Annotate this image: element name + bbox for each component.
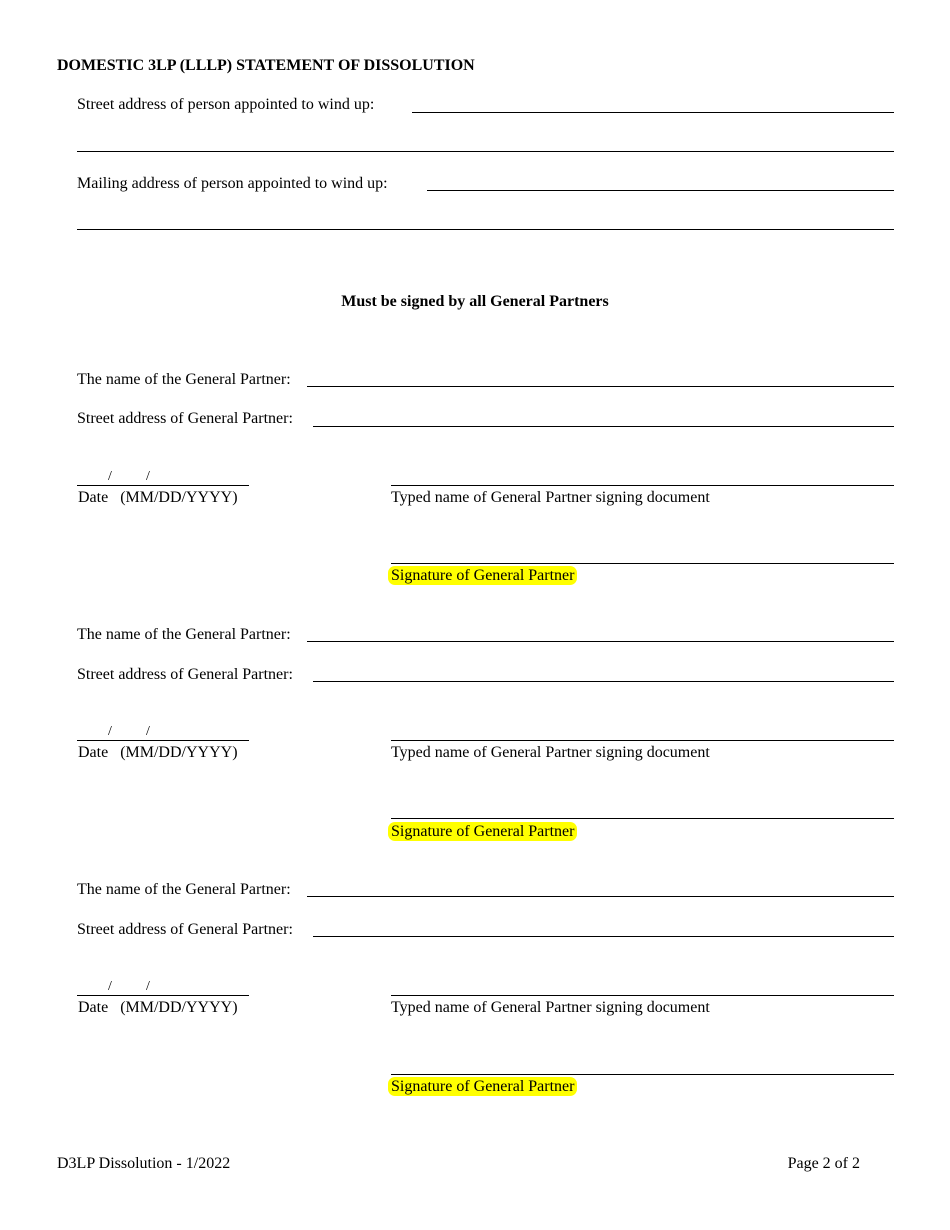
typed-name-label: Typed name of General Partner signing document (391, 999, 710, 1016)
date-label: Date (MM/DD/YYYY) (78, 999, 238, 1016)
typed-name-field[interactable] (391, 995, 894, 996)
partner-street-label: Street address of General Partner: (77, 410, 293, 427)
date-field[interactable] (77, 995, 249, 996)
partner-name-field[interactable] (307, 386, 894, 387)
street-address-winding-field[interactable] (412, 112, 894, 113)
typed-name-field[interactable] (391, 485, 894, 486)
partner-name-field[interactable] (307, 641, 894, 642)
date-slash: / (146, 724, 150, 739)
partner-name-field[interactable] (307, 896, 894, 897)
date-field[interactable] (77, 740, 249, 741)
partner-street-label: Street address of General Partner: (77, 666, 293, 683)
mailing-address-winding-label: Mailing address of person appointed to wind up: (77, 175, 388, 192)
date-slash: / (108, 469, 112, 484)
partner-street-field[interactable] (313, 681, 894, 682)
signature-requirement-heading: Must be signed by all General Partners (341, 293, 609, 310)
footer-page-number: Page 2 of 2 (787, 1155, 860, 1172)
date-field[interactable] (77, 485, 249, 486)
partner-name-label: The name of the General Partner: (77, 881, 291, 898)
typed-name-label: Typed name of General Partner signing document (391, 489, 710, 506)
partner-street-label: Street address of General Partner: (77, 921, 293, 938)
typed-name-label: Typed name of General Partner signing document (391, 744, 710, 761)
footer-form-id: D3LP Dissolution - 1/2022 (57, 1155, 231, 1172)
document-title: DOMESTIC 3LP (LLLP) STATEMENT OF DISSOLUTION (57, 57, 475, 74)
partner-name-label: The name of the General Partner: (77, 626, 291, 643)
date-slash: / (108, 724, 112, 739)
partner-street-field[interactable] (313, 936, 894, 937)
street-address-winding-label: Street address of person appointed to wind up: (77, 96, 375, 113)
mailing-address-winding-field-line2[interactable] (77, 229, 894, 230)
date-slash: / (146, 979, 150, 994)
signature-field[interactable] (391, 818, 894, 819)
partner-street-field[interactable] (313, 426, 894, 427)
signature-label: Signature of General Partner (388, 1077, 577, 1096)
signature-label: Signature of General Partner (388, 566, 577, 585)
date-label: Date (MM/DD/YYYY) (78, 489, 238, 506)
partner-name-label: The name of the General Partner: (77, 371, 291, 388)
signature-label: Signature of General Partner (388, 822, 577, 841)
date-label: Date (MM/DD/YYYY) (78, 744, 238, 761)
date-slash: / (146, 469, 150, 484)
mailing-address-winding-field[interactable] (427, 190, 894, 191)
signature-field[interactable] (391, 1074, 894, 1075)
signature-field[interactable] (391, 563, 894, 564)
date-slash: / (108, 979, 112, 994)
typed-name-field[interactable] (391, 740, 894, 741)
street-address-winding-field-line2[interactable] (77, 151, 894, 152)
